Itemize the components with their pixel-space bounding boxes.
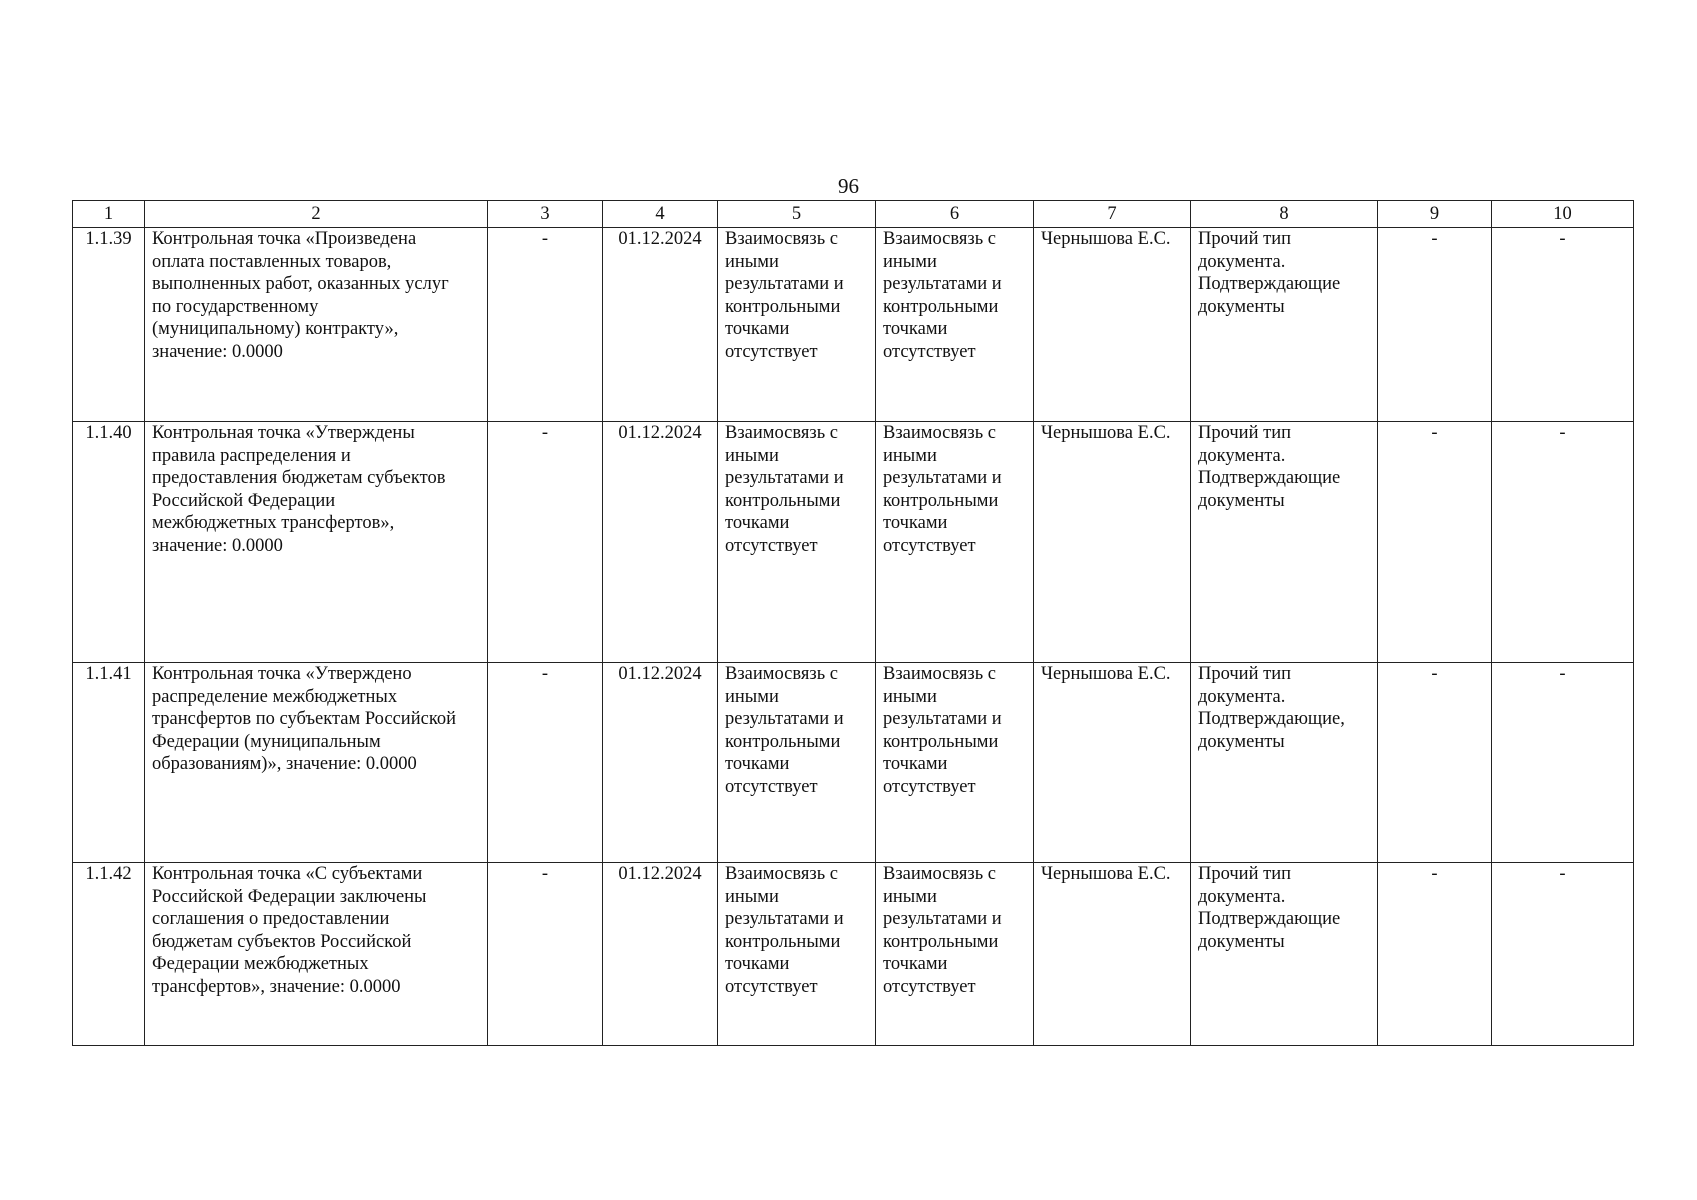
relation-points-cell: Взаимосвязь с иными результатами и контрольными точками отсутствует	[876, 663, 1034, 863]
table-row	[73, 422, 1634, 663]
row-number-cell: 1.1.41	[73, 663, 145, 863]
relation-results-cell: Взаимосвязь с иными результатами и контрольными точками отсутствует	[718, 663, 876, 863]
column-header-2: 2	[145, 201, 488, 228]
column-header-7: 7	[1034, 201, 1191, 228]
col10-cell: -	[1492, 663, 1634, 863]
relation-results-cell: Взаимосвязь с иными результатами и контрольными точками отсутствует	[718, 863, 876, 1046]
column-header-5: 5	[718, 201, 876, 228]
document-type-cell: Прочий тип документа. Подтверждающие, документы	[1191, 663, 1378, 863]
column-header-3: 3	[488, 201, 603, 228]
col10-cell: -	[1492, 863, 1634, 1046]
col9-cell: -	[1378, 663, 1492, 863]
col9-cell: -	[1378, 228, 1492, 422]
column-header-6: 6	[876, 201, 1034, 228]
description-cell: Контрольная точка «Утверждено распределение межбюджетных трансфертов по субъектам Российской Федерации (муниципальным образованиям)», значение: 0.0000	[145, 663, 488, 863]
col3-cell: -	[488, 422, 603, 663]
col9-cell: -	[1378, 422, 1492, 663]
col10-cell: -	[1492, 228, 1634, 422]
relation-points-cell: Взаимосвязь с иными результатами и контрольными точками отсутствует	[876, 863, 1034, 1046]
description-cell: Контрольная точка «С субъектами Российской Федерации заключены соглашения о предоставлении бюджетам субъектов Российской Федерации межбюджетных трансфертов», значение: 0.0000	[145, 863, 488, 1046]
col10-cell: -	[1492, 422, 1634, 663]
col9-cell: -	[1378, 863, 1492, 1046]
responsible-cell: Чернышова Е.С.	[1034, 863, 1191, 1046]
col3-cell: -	[488, 663, 603, 863]
control-points-table	[72, 200, 1634, 1046]
column-header-8: 8	[1191, 201, 1378, 228]
column-header-4: 4	[603, 201, 718, 228]
description-cell: Контрольная точка «Утверждены правила распределения и предоставления бюджетам субъектов Российской Федерации межбюджетных трансфертов», значение: 0.0000	[145, 422, 488, 663]
column-header-9: 9	[1378, 201, 1492, 228]
description-cell: Контрольная точка «Произведена оплата поставленных товаров, выполненных работ, оказанных услуг по государственному (муниципальному) контракту», значение: 0.0000	[145, 228, 488, 422]
table-row	[73, 663, 1634, 863]
responsible-cell: Чернышова Е.С.	[1034, 663, 1191, 863]
col3-cell: -	[488, 228, 603, 422]
table-row	[73, 863, 1634, 1046]
column-header-10: 10	[1492, 201, 1634, 228]
page-number: 96	[838, 174, 859, 198]
column-header-1: 1	[73, 201, 145, 228]
relation-results-cell: Взаимосвязь с иными результатами и контрольными точками отсутствует	[718, 422, 876, 663]
col3-cell: -	[488, 863, 603, 1046]
date-cell: 01.12.2024	[603, 422, 718, 663]
responsible-cell: Чернышова Е.С.	[1034, 422, 1191, 663]
date-cell: 01.12.2024	[603, 228, 718, 422]
responsible-cell: Чернышова Е.С.	[1034, 228, 1191, 422]
table-row	[73, 228, 1634, 422]
header-row	[73, 201, 1634, 228]
document-type-cell: Прочий тип документа. Подтверждающие документы	[1191, 422, 1378, 663]
row-number-cell: 1.1.39	[73, 228, 145, 422]
relation-points-cell: Взаимосвязь с иными результатами и контрольными точками отсутствует	[876, 422, 1034, 663]
document-type-cell: Прочий тип документа. Подтверждающие документы	[1191, 228, 1378, 422]
row-number-cell: 1.1.40	[73, 422, 145, 663]
relation-results-cell: Взаимосвязь с иными результатами и контрольными точками отсутствует	[718, 228, 876, 422]
relation-points-cell: Взаимосвязь с иными результатами и контрольными точками отсутствует	[876, 228, 1034, 422]
row-number-cell: 1.1.42	[73, 863, 145, 1046]
document-type-cell: Прочий тип документа. Подтверждающие документы	[1191, 863, 1378, 1046]
date-cell: 01.12.2024	[603, 863, 718, 1046]
date-cell: 01.12.2024	[603, 663, 718, 863]
